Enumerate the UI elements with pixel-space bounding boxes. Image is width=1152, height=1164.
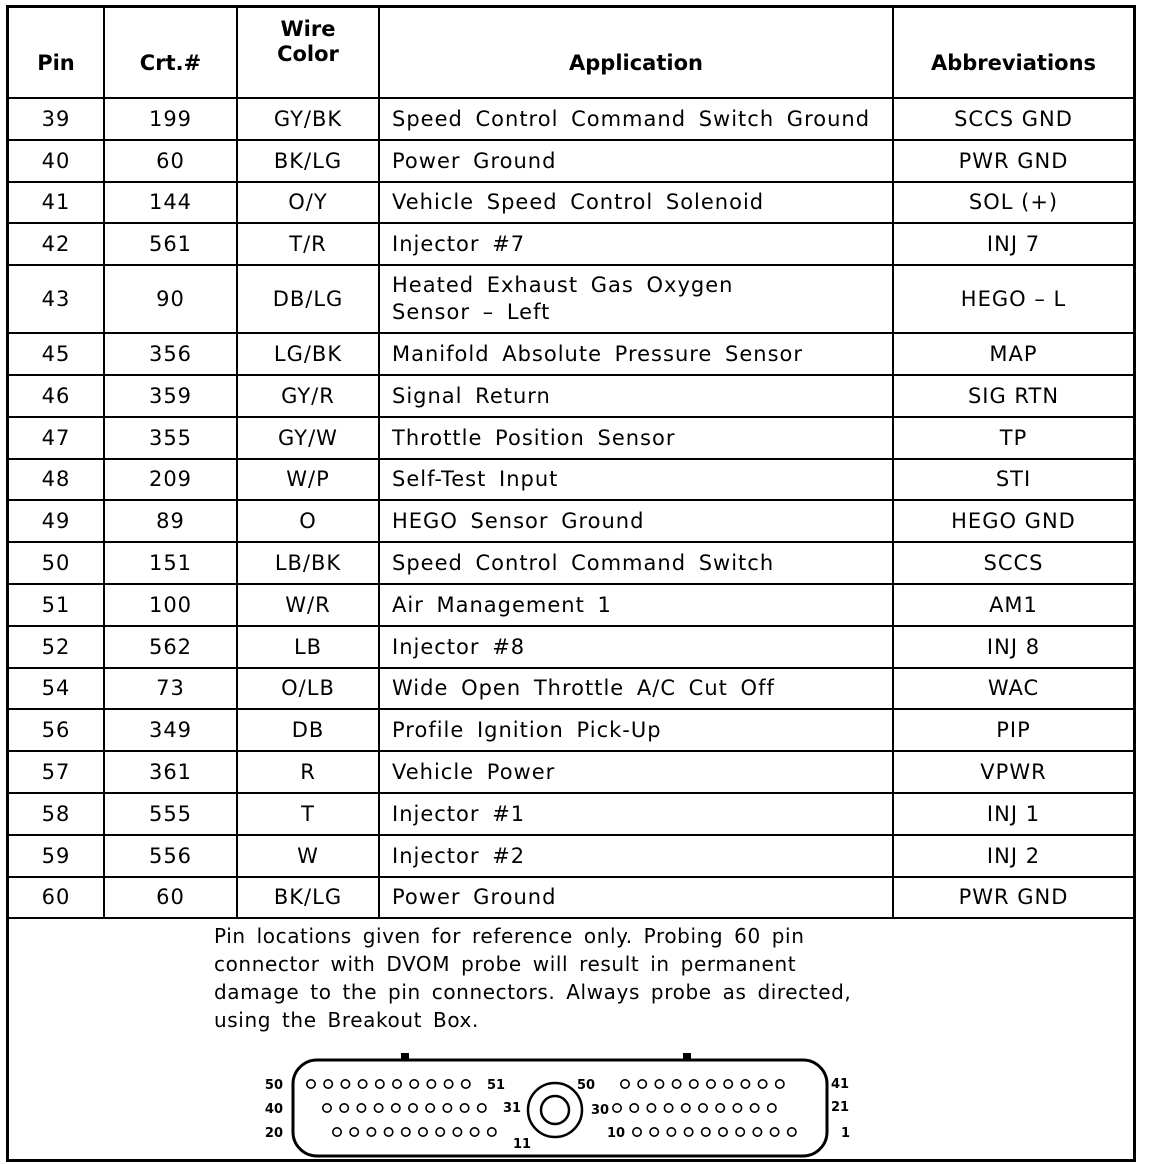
connector-label-inner: 30 xyxy=(591,1103,610,1118)
cell-circuit: 144 xyxy=(104,182,237,224)
cell-wire-color: GY/BK xyxy=(237,98,379,140)
cell-wire-color: DB xyxy=(237,709,379,751)
header-row xyxy=(9,8,1133,98)
connector-pin xyxy=(613,1104,621,1112)
table-row xyxy=(9,793,1133,835)
note-line: damage to the pin connectors. Always probe as directed, xyxy=(214,980,852,1004)
connector-pin xyxy=(633,1128,641,1136)
connector-body xyxy=(293,1060,827,1156)
connector-pin xyxy=(307,1080,315,1088)
cell-pin: 48 xyxy=(9,459,104,501)
connector-label-right: 41 xyxy=(831,1077,850,1092)
cell-circuit: 562 xyxy=(104,626,237,668)
cell-abbreviation: SCCS xyxy=(893,542,1133,584)
connector-pin xyxy=(724,1080,732,1088)
table-row xyxy=(9,182,1133,224)
connector-pin xyxy=(341,1080,349,1088)
connector-label-inner: 10 xyxy=(607,1126,626,1141)
cell-application: Injector #7 xyxy=(379,223,893,265)
cell-pin: 58 xyxy=(9,793,104,835)
connector-pin xyxy=(750,1104,758,1112)
header-wire-line2: Color xyxy=(277,41,339,66)
connector-pin xyxy=(719,1128,727,1136)
cell-abbreviation: INJ 1 xyxy=(893,793,1133,835)
connector-pin xyxy=(702,1128,710,1136)
cell-abbreviation: PIP xyxy=(893,709,1133,751)
cell-pin: 40 xyxy=(9,140,104,182)
connector-pin xyxy=(650,1128,658,1136)
cell-wire-color: LB/BK xyxy=(237,542,379,584)
connector-pin xyxy=(444,1080,452,1088)
cell-circuit: 73 xyxy=(104,668,237,710)
cell-application: HEGO Sensor Ground xyxy=(379,500,893,542)
connector-pin xyxy=(402,1128,410,1136)
connector-pin xyxy=(776,1080,784,1088)
connector-pin xyxy=(358,1080,366,1088)
cell-circuit: 556 xyxy=(104,835,237,877)
connector-pin xyxy=(367,1128,375,1136)
connector-pin xyxy=(770,1128,778,1136)
connector-pin xyxy=(419,1128,427,1136)
connector-label-inner: 31 xyxy=(503,1101,522,1116)
connector-pin xyxy=(436,1128,444,1136)
table-row xyxy=(9,98,1133,140)
table-row xyxy=(9,709,1133,751)
cell-application: Manifold Absolute Pressure Sensor xyxy=(379,333,893,375)
cell-pin: 59 xyxy=(9,835,104,877)
cell-application: Injector #2 xyxy=(379,835,893,877)
header-circuit: Crt.# xyxy=(104,8,237,98)
cell-pin: 46 xyxy=(9,375,104,417)
reference-note xyxy=(214,922,914,1034)
connector-pin xyxy=(460,1104,468,1112)
note-line: connector with DVOM probe will result in permanent xyxy=(214,952,797,976)
connector-pin xyxy=(333,1128,341,1136)
header-application: Application xyxy=(379,8,893,98)
connector-pin xyxy=(488,1128,496,1136)
connector-pin xyxy=(462,1080,470,1088)
connector-label-right: 1 xyxy=(841,1126,851,1141)
cell-abbreviation: SOL (+) xyxy=(893,182,1133,224)
connector-pin xyxy=(682,1104,690,1112)
connector-pin xyxy=(376,1080,384,1088)
connector-svg xyxy=(255,1048,875,1160)
cell-circuit: 359 xyxy=(104,375,237,417)
cell-wire-color: W/P xyxy=(237,459,379,501)
cell-abbreviation: PWR GND xyxy=(893,877,1133,919)
cell-application: Injector #8 xyxy=(379,626,893,668)
cell-application: Signal Return xyxy=(379,375,893,417)
connector-bolt-inner xyxy=(541,1096,569,1124)
cell-wire-color: LB xyxy=(237,626,379,668)
application-line: Heated Exhaust Gas Oxygen xyxy=(392,273,734,298)
cell-pin: 57 xyxy=(9,751,104,793)
connector-pin xyxy=(690,1080,698,1088)
cell-application: Air Management 1 xyxy=(379,584,893,626)
cell-wire-color: BK/LG xyxy=(237,140,379,182)
cell-circuit: 355 xyxy=(104,417,237,459)
table-row xyxy=(9,668,1133,710)
connector-pin xyxy=(647,1104,655,1112)
table-row xyxy=(9,459,1133,501)
cell-circuit: 555 xyxy=(104,793,237,835)
table-row xyxy=(9,223,1133,265)
cell-abbreviation: INJ 8 xyxy=(893,626,1133,668)
cell-wire-color: BK/LG xyxy=(237,877,379,919)
cell-pin: 39 xyxy=(9,98,104,140)
table-row xyxy=(9,751,1133,793)
connector-pin xyxy=(707,1080,715,1088)
table-row xyxy=(9,417,1133,459)
cell-application: Vehicle Power xyxy=(379,751,893,793)
connector-key xyxy=(401,1053,409,1061)
connector-pin xyxy=(324,1080,332,1088)
cell-abbreviation: SCCS GND xyxy=(893,98,1133,140)
cell-application: Speed Control Command Switch Ground xyxy=(379,98,893,140)
table-row xyxy=(9,375,1133,417)
cell-abbreviation: INJ 2 xyxy=(893,835,1133,877)
cell-application: Self-Test Input xyxy=(379,459,893,501)
connector-pin xyxy=(699,1104,707,1112)
connector-pin xyxy=(409,1104,417,1112)
connector-pin xyxy=(350,1128,358,1136)
cell-pin: 49 xyxy=(9,500,104,542)
cell-abbreviation: PWR GND xyxy=(893,140,1133,182)
cell-pin: 56 xyxy=(9,709,104,751)
cell-application: Power Ground xyxy=(379,877,893,919)
connector-pin xyxy=(630,1104,638,1112)
cell-circuit: 199 xyxy=(104,98,237,140)
table-row xyxy=(9,333,1133,375)
connector-label-inner: 11 xyxy=(513,1137,532,1152)
cell-circuit: 90 xyxy=(104,265,237,333)
cell-abbreviation: HEGO – L xyxy=(893,265,1133,333)
note-line: using the Breakout Box. xyxy=(214,1008,479,1032)
header-wire-line1: Wire xyxy=(280,17,336,42)
connector-pin xyxy=(672,1080,680,1088)
connector-label-inner: 51 xyxy=(487,1078,506,1093)
cell-pin: 51 xyxy=(9,584,104,626)
cell-circuit: 100 xyxy=(104,584,237,626)
connector-pin xyxy=(753,1128,761,1136)
connector-pin xyxy=(655,1080,663,1088)
cell-wire-color: W/R xyxy=(237,584,379,626)
cell-circuit: 151 xyxy=(104,542,237,584)
connector-label-left: 50 xyxy=(264,1078,283,1093)
cell-wire-color: W xyxy=(237,835,379,877)
cell-pin: 60 xyxy=(9,877,104,919)
cell-application: Throttle Position Sensor xyxy=(379,417,893,459)
cell-wire-color: O/Y xyxy=(237,182,379,224)
connector-pin xyxy=(667,1128,675,1136)
table-row xyxy=(9,265,1133,333)
application-line: Sensor – Left xyxy=(392,300,551,325)
connector-pin xyxy=(716,1104,724,1112)
cell-wire-color: GY/W xyxy=(237,417,379,459)
cell-wire-color: O xyxy=(237,500,379,542)
cell-circuit: 89 xyxy=(104,500,237,542)
cell-abbreviation: STI xyxy=(893,459,1133,501)
table-row xyxy=(9,877,1133,919)
cell-abbreviation: VPWR xyxy=(893,751,1133,793)
cell-circuit: 209 xyxy=(104,459,237,501)
cell-pin: 45 xyxy=(9,333,104,375)
connector-label-inner: 50 xyxy=(577,1078,596,1093)
connector-pin xyxy=(741,1080,749,1088)
cell-wire-color: LG/BK xyxy=(237,333,379,375)
connector-pin xyxy=(374,1104,382,1112)
cell-wire-color: R xyxy=(237,751,379,793)
connector-pin xyxy=(340,1104,348,1112)
cell-abbreviation: TP xyxy=(893,417,1133,459)
pinout-table xyxy=(9,8,1133,919)
connector-pin xyxy=(393,1080,401,1088)
cell-circuit: 356 xyxy=(104,333,237,375)
cell-application xyxy=(379,265,893,333)
connector-pin xyxy=(638,1080,646,1088)
cell-pin: 54 xyxy=(9,668,104,710)
connector-pin xyxy=(621,1080,629,1088)
table-row xyxy=(9,626,1133,668)
connector-label-left: 20 xyxy=(264,1126,283,1141)
cell-wire-color: GY/R xyxy=(237,375,379,417)
table-row xyxy=(9,542,1133,584)
cell-wire-color: O/LB xyxy=(237,668,379,710)
connector-pin xyxy=(758,1080,766,1088)
connector-pin xyxy=(384,1128,392,1136)
cell-pin: 42 xyxy=(9,223,104,265)
connector-pin xyxy=(323,1104,331,1112)
cell-abbreviation: SIG RTN xyxy=(893,375,1133,417)
connector-diagram xyxy=(255,1048,875,1160)
cell-pin: 50 xyxy=(9,542,104,584)
header-wire-color xyxy=(237,8,379,98)
cell-abbreviation: AM1 xyxy=(893,584,1133,626)
cell-pin: 41 xyxy=(9,182,104,224)
connector-pin xyxy=(426,1104,434,1112)
header-pin: Pin xyxy=(9,8,104,98)
connector-pin xyxy=(410,1080,418,1088)
pinout-sheet xyxy=(6,5,1136,1162)
cell-application: Injector #1 xyxy=(379,793,893,835)
cell-application: Wide Open Throttle A/C Cut Off xyxy=(379,668,893,710)
connector-bolt-outer xyxy=(528,1083,582,1137)
cell-application: Power Ground xyxy=(379,140,893,182)
connector-pin xyxy=(736,1128,744,1136)
cell-abbreviation: MAP xyxy=(893,333,1133,375)
connector-pin xyxy=(478,1104,486,1112)
connector-pin xyxy=(427,1080,435,1088)
table-row xyxy=(9,584,1133,626)
table-row xyxy=(9,140,1133,182)
cell-pin: 43 xyxy=(9,265,104,333)
cell-abbreviation: HEGO GND xyxy=(893,500,1133,542)
cell-wire-color: T/R xyxy=(237,223,379,265)
table-row xyxy=(9,835,1133,877)
cell-pin: 47 xyxy=(9,417,104,459)
cell-wire-color: T xyxy=(237,793,379,835)
table-row xyxy=(9,500,1133,542)
connector-label-right: 21 xyxy=(831,1100,850,1115)
note-line: Pin locations given for reference only. Probing 60 pin xyxy=(214,924,805,948)
connector-pin xyxy=(664,1104,672,1112)
connector-pin xyxy=(470,1128,478,1136)
connector-pin xyxy=(453,1128,461,1136)
connector-label-left: 40 xyxy=(264,1102,283,1117)
connector-pin xyxy=(443,1104,451,1112)
cell-application: Vehicle Speed Control Solenoid xyxy=(379,182,893,224)
connector-pin xyxy=(733,1104,741,1112)
connector-pin xyxy=(357,1104,365,1112)
connector-pin xyxy=(392,1104,400,1112)
cell-pin: 52 xyxy=(9,626,104,668)
connector-pin xyxy=(788,1128,796,1136)
cell-circuit: 349 xyxy=(104,709,237,751)
connector-key xyxy=(683,1053,691,1061)
cell-circuit: 60 xyxy=(104,877,237,919)
cell-application: Profile Ignition Pick-Up xyxy=(379,709,893,751)
cell-wire-color: DB/LG xyxy=(237,265,379,333)
header-abbreviations: Abbreviations xyxy=(893,8,1133,98)
cell-circuit: 561 xyxy=(104,223,237,265)
cell-abbreviation: INJ 7 xyxy=(893,223,1133,265)
cell-circuit: 60 xyxy=(104,140,237,182)
connector-pin xyxy=(768,1104,776,1112)
cell-circuit: 361 xyxy=(104,751,237,793)
cell-abbreviation: WAC xyxy=(893,668,1133,710)
connector-pin xyxy=(684,1128,692,1136)
cell-application: Speed Control Command Switch xyxy=(379,542,893,584)
